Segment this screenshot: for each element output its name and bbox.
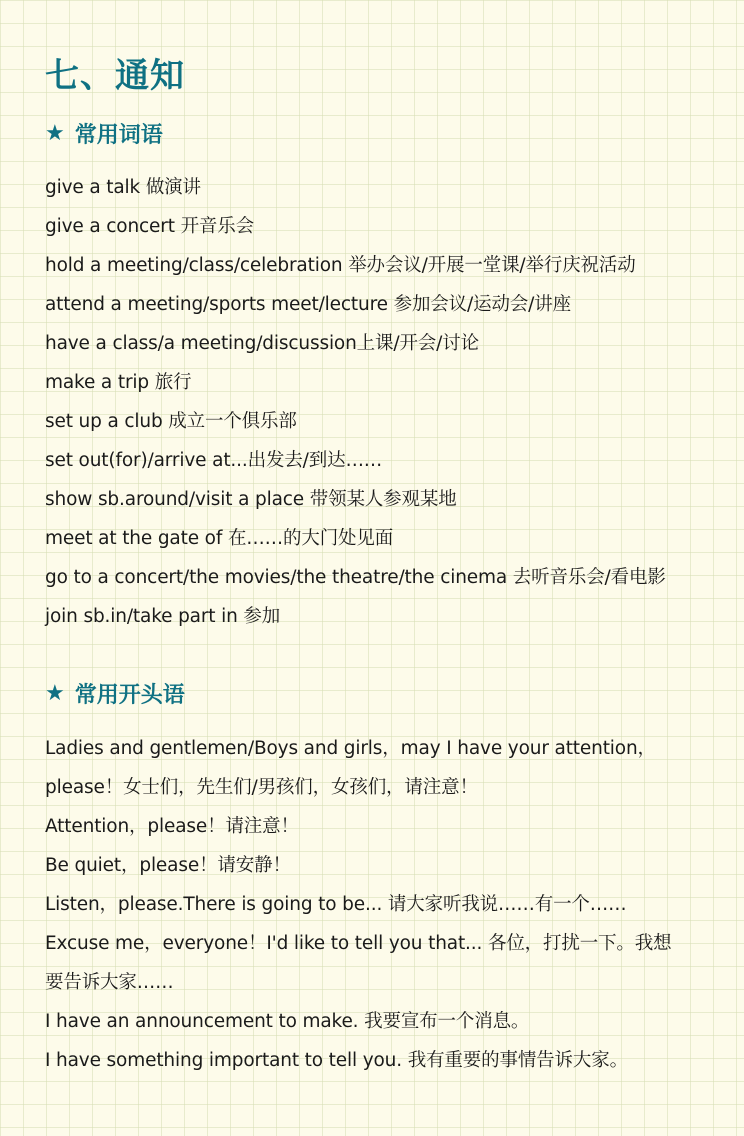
- list-item: meet at the gate of 在……的大门处见面: [45, 528, 394, 549]
- list-item: show sb.around/visit a place 带领某人参观某地: [45, 489, 457, 510]
- list-item: give a concert 开音乐会: [45, 216, 254, 237]
- list-item: hold a meeting/class/celebration 举办会议/开展一堂课/举行庆祝活动: [45, 255, 636, 276]
- common-words-list: [45, 168, 666, 636]
- list-item: I have something important to tell you. 我有重要的事情告诉大家。: [45, 1050, 628, 1071]
- list-item: Ladies and gentlemen/Boys and girls，may I have your attention，: [45, 738, 656, 759]
- list-item: make a trip 旅行: [45, 372, 192, 393]
- section-heading-common-words: [45, 118, 163, 149]
- list-item: have a class/a meeting/discussion上课/开会/讨论: [45, 333, 479, 354]
- list-item: attend a meeting/sports meet/lecture 参加会议/运动会/讲座: [45, 294, 571, 315]
- list-item: set up a club 成立一个俱乐部: [45, 411, 297, 432]
- page-title: 七、通知: [45, 56, 185, 96]
- section-heading-opening-phrases: [45, 678, 185, 709]
- list-item: I have an announcement to make. 我要宣布一个消息。: [45, 1011, 530, 1032]
- list-item: Excuse me，everyone！I'd like to tell you that... 各位，打扰一下。我想: [45, 933, 672, 954]
- list-item: set out(for)/arrive at...出发去/到达……: [45, 450, 383, 471]
- star-icon: ★: [45, 121, 65, 146]
- list-item: 要告诉大家……: [45, 972, 174, 993]
- section-heading-label: 常用词语: [74, 123, 163, 148]
- opening-phrases-list: [45, 729, 671, 1080]
- list-item: Listen，please.There is going to be... 请大家听我说……有一个……: [45, 894, 627, 915]
- list-item: give a talk 做演讲: [45, 177, 201, 198]
- list-item: please！女士们，先生们/男孩们，女孩们，请注意！: [45, 777, 478, 798]
- list-item: join sb.in/take part in 参加: [45, 606, 281, 627]
- section-heading-label: 常用开头语: [74, 683, 185, 708]
- list-item: Be quiet，please！请安静！: [45, 855, 291, 876]
- star-icon: ★: [45, 681, 65, 706]
- list-item: go to a concert/the movies/the theatre/the cinema 去听音乐会/看电影: [45, 567, 666, 588]
- list-item: Attention，please！请注意！: [45, 816, 299, 837]
